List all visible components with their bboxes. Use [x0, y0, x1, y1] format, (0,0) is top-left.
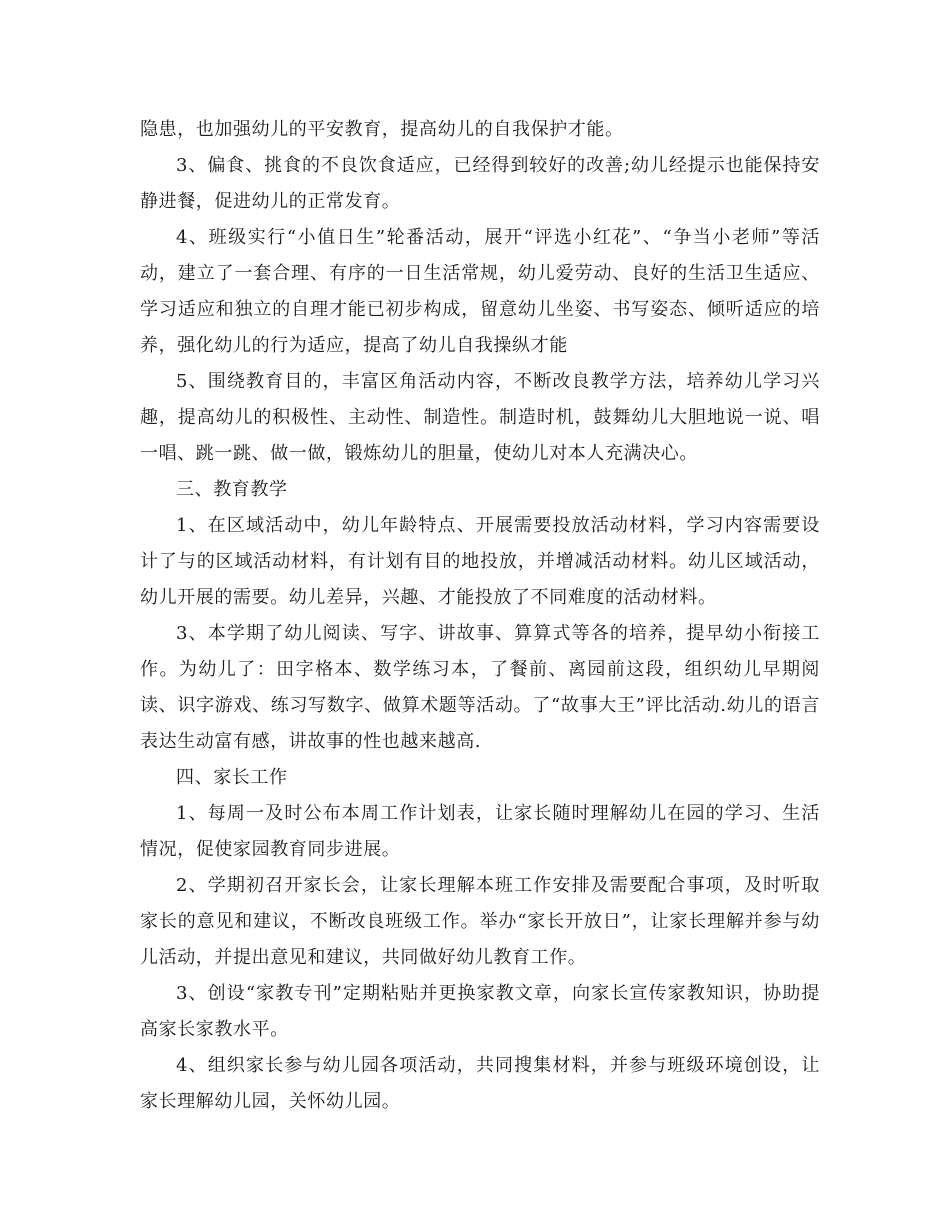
paragraph-continued: 隐患，也加强幼儿的平安教育，提高幼儿的自我保护才能。	[140, 119, 624, 140]
section-heading-parents: 四、家长工作	[176, 767, 288, 788]
section-heading-education: 三、教育教学	[176, 479, 288, 500]
document-body	[140, 112, 820, 1120]
paragraph-4-parent-participation: 4、组织家长参与幼儿园各项活动，共同搜集材料，并参与班级环境创设，让家长理解幼儿园，关怀幼儿园。	[140, 1055, 820, 1112]
paragraph-3-home-education: 3、创设“家教专刊”定期粘贴并更换家教文章，向家长宣传家教知识，协助提高家长家教水平。	[140, 983, 820, 1040]
paragraph-1-weekly-plan: 1、每周一及时公布本周工作计划表，让家长随时理解幼儿在园的学习、生活情况，促使家园教育同步进展。	[140, 803, 820, 860]
paragraph-2-parent-meeting: 2、学期初召开家长会，让家长理解本班工作安排及需要配合事项，及时听取家长的意见和建议，不断改良班级工作。举办“家长开放日”，让家长理解并参与幼儿活动，并提出意见和建议，共同做好幼儿教育工作。	[140, 875, 820, 968]
paragraph-3-reading-writing: 3、本学期了幼儿阅读、写字、讲故事、算算式等各的培养，提早幼小衔接工作。为幼儿了：田字格本、数学练习本，了餐前、离园前这段，组织幼儿早期阅读、识字游戏、练习写数字、做算术题等活动。了“故事大王”评比活动.幼儿的语言表达生动富有感，讲故事的性也越来越高.	[140, 623, 820, 752]
paragraph-1-area-activities: 1、在区域活动中，幼儿年龄特点、开展需要投放活动材料，学习内容需要设计了与的区域活动材料，有计划有目的地投放，并增减活动材料。幼儿区域活动，幼儿开展的需要。幼儿差异，兴趣、才能投放了不同难度的活动材料。	[140, 515, 820, 608]
paragraph-3-diet: 3、偏食、挑食的不良饮食适应，已经得到较好的改善;幼儿经提示也能保持安静进餐，促进幼儿的正常发育。	[140, 155, 820, 212]
paragraph-5-activities: 5、围绕教育目的，丰富区角活动内容，不断改良教学方法，培养幼儿学习兴趣，提高幼儿的积极性、主动性、制造性。制造时机，鼓舞幼儿大胆地说一说、唱一唱、跳一跳、做一做，锻炼幼儿的胆量，使幼儿对本人充满决心。	[140, 371, 820, 464]
paragraph-4-class-routine: 4、班级实行“小值日生”轮番活动，展开“评选小红花”、“争当小老师”等活动，建立了一套合理、有序的一日生活常规，幼儿爱劳动、良好的生活卫生适应、学习适应和独立的自理才能已初步构成，留意幼儿坐姿、书写姿态、倾听适应的培养，强化幼儿的行为适应，提高了幼儿自我操纵才能	[140, 227, 820, 356]
